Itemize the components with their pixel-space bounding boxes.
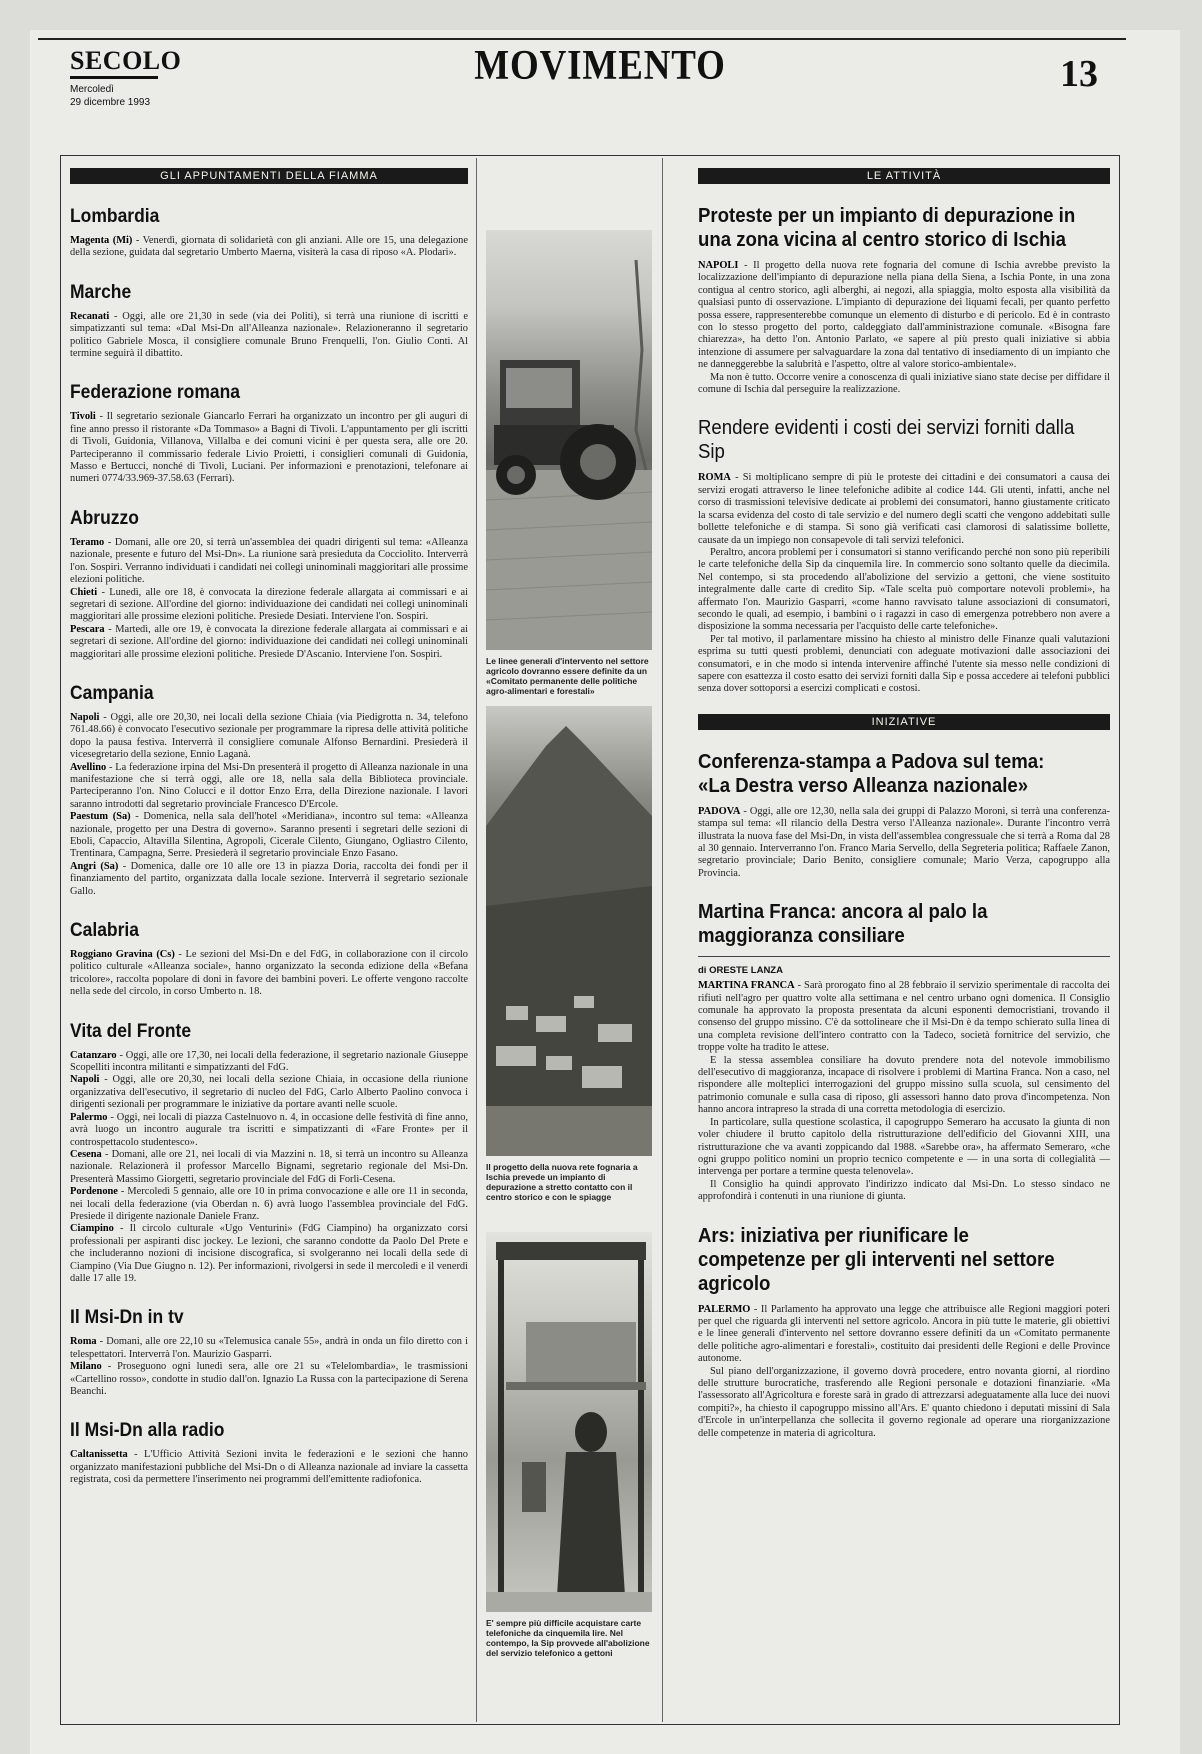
appointment-entry: Napoli - Oggi, alle ore 20,30, nei locali della sezione Chiaia, in occasione della riunione organizzativa dell'esecutivo, il segretario di nucleo del FdG, Carlo Alberto Paolino convoca i dirigenti sezionali per programmare le iniziative da portare avanti nelle scuole.: [70, 1074, 468, 1111]
appointment-entry: Angri (Sa) - Domenica, dalle ore 10 alle ore 13 in piazza Doria, raccolta dei fondi per il finanziamento del partito, organizzata dalla locale sezione. Interverrà il segretario sezionale Gallo.: [70, 860, 468, 897]
article-paragraph: PADOVA - Oggi, alle ore 12,30, nella sala dei gruppi di Palazzo Moroni, si terrà una conferenza-stampa sul tema: «Il rilancio della Destra verso l'Alleanza nazionale». Durante l'incontro verrà illustrata la nuova fase del Msi-Dn, in vista dell'assemblea congressuale che si terrà a Roma dal 28 al 30 gennaio. Interverranno l'on. Franco Maria Servello, della Segreteria politica; Raffaele Zanon, segretario provinciale; Dario Benito, consigliere comunale; Mario Verza, capogruppo alla Provincia.: [698, 805, 1110, 879]
initiatives-articles: [698, 750, 1110, 1440]
place-name: Roggiano Gravina (Cs): [70, 949, 175, 961]
article-paragraph: E la stessa assemblea consiliare ha dovuto prendere nota del notevole immobilismo dell'esecutivo di maggioranza, incapace di risolvere i problemi di Martina Franca. Non a caso, nel rispondere alle molteplici interrogazioni del gruppo missino sulla scuola, sul censimento del patrimonio comunale e sulla casa di riposo, gli assessori hanno dato prova d'incompetenza. Non hanno ancora intrapreso la strada di una corretta metodologia di esercizio.: [698, 1054, 1110, 1116]
place-name: Palermo: [70, 1111, 108, 1123]
place-name: Magenta (Mi): [70, 235, 133, 246]
column-divider: [662, 158, 663, 1722]
appointment-entry: Magenta (Mi) - Venerdì, giornata di solidarietà con gli anziani. Alle ore 15, una delegazione della sezione, guidata dal segretario Umberto Maerna, visiterà la casa di riposo «A. Plodari».: [70, 235, 468, 259]
tractor-photo: [486, 230, 652, 650]
initiatives-banner: INIZIATIVE: [698, 714, 1110, 730]
place-name: Recanati: [70, 310, 110, 322]
newspaper-name-underline: [70, 76, 158, 79]
phone-booth-photo: [486, 1232, 652, 1612]
place-name: Caltanissetta: [70, 1449, 128, 1461]
region-heading: Lombardia: [70, 206, 160, 227]
activities-banner: LE ATTIVITÀ: [698, 168, 1110, 184]
masthead-rule: [38, 38, 1126, 40]
region-heading: Il Msi-Dn alla radio: [70, 1420, 225, 1442]
place-name: PADOVA: [698, 805, 741, 817]
region-heading: Marche: [70, 281, 132, 303]
appointments-column: [64, 158, 474, 1722]
article-headline: Proteste per un impianto di depurazione in una zona vicina al centro storico di Ischia: [698, 205, 1076, 251]
place-name: Pescara: [70, 623, 105, 635]
page-number: 13: [1060, 53, 1098, 95]
issue-date: 29 dicembre 1993: [70, 97, 151, 108]
article-paragraph: Sul piano dell'organizzazione, il governo dovrà procedere, entro novanta giorni, al riordino delle strutture burocratiche, trasferendo alle Regioni personale e dotazioni finanziarie. «Ma l'assessorato all'Agricoltura e foreste sarà in grado di attrezzarsi adeguatamente alla luce dei nuovi compiti?», ha chiesto il capogruppo missino all'Ars. E' quanto chiedono i deputati missini di Sala d'Ercole in un'interpellanza che sollecita il governo regionale ad operare una riorganizzazione delle competenze in materia di agricoltura.: [698, 1365, 1110, 1439]
place-name: Cesena: [70, 1148, 102, 1160]
issue-day: Mercoledì: [70, 84, 114, 95]
place-name: Napoli: [70, 1074, 100, 1086]
appointment-entry: Ciampino - Il circolo culturale «Ugo Venturini» (FdG Ciampino) ha organizzato corsi professionali per aspiranti disc jockey. Le lezioni, che saranno condotte da Paolo Del Prete e che includeranno nozioni di incisione discografica, si svolgeranno nei locali della sede di Ciampino (Via Due Giugno n. 12). Per informazioni, rivolgersi in sede il mercoledì e il venerdì dalle 17 alle 19.: [70, 1223, 468, 1284]
appointments-list: [70, 206, 468, 1487]
appointment-entry: Palermo - Oggi, nei locali di piazza Castelnuovo n. 4, in occasione delle festività di fine anno, avrà luogo un incontro augurale tra iscritti e simpatizzanti di «Fare Fronte» per il controspettacolo studentesco».: [70, 1111, 468, 1148]
article-paragraph: NAPOLI - Il progetto della nuova rete fognaria del comune di Ischia avrebbe previsto la localizzazione dell'impianto di depurazione nella piana della Siena, a Ischia Ponte, in una zona contigua al centro storico, agli alberghi, ai negozi, alla spiaggia, molto esposta alla visibilità da qualsiasi punto di osservazione. L'impianto di depurazione dei liquami fecali, per quanto perfetto possa essere, rappresenterebbe comunque un elemento di disturbo e di pericolo. Ed è in contrasto con lo stesso progetto del porto, caldeggiato dall'amministrazione comunale. «Bisogna fare chiarezza», ha detto l'on. Antonio Parlato, «e sapere al più presto quali iniziative si abbia intenzione di assumere per salvaguardare la zona dal tentativo di insediamento di un impianto che ne danneggerebbe la salubrità e l'aspetto, oltre al valore storico-ambientale».: [698, 260, 1110, 371]
appointment-entry: Chieti - Lunedì, alle ore 18, è convocata la direzione federale allargata ai commissari e ai segretari di sezione. All'ordine del giorno: individuazione dei candidati nei collegi uninominali maggioritari alle prossime elezioni politiche. Presiede Desiati. Interviene l'on. Sospiri.: [70, 586, 468, 623]
appointment-entry: Recanati - Oggi, alle ore 21,30 in sede (via dei Politi), si terrà una riunione di iscritti e simpatizzanti sul tema: «Dal Msi-Dn all'Alleanza nazionale». Relazioneranno il segretario politico Gabriele Mosca, il consigliere comunale Bruno Frenquelli, l'on. Giulio Conti. Al termine seguirà il dibattito.: [70, 310, 468, 360]
column-divider: [476, 158, 477, 1722]
article-headline: Ars: iniziativa per riunificare le competenze per gli interventi nel settore agricolo: [698, 1224, 1055, 1295]
place-name: Angri (Sa): [70, 860, 119, 872]
article-headline: Martina Franca: ancora al palo la maggioranza consiliare: [698, 901, 988, 948]
appointment-entry: Napoli - Oggi, alle ore 20,30, nei locali della sezione Chiaia (via Piedigrotta n. 34, telefono 761.48.66) è convocato l'esecutivo sezionale per programmare la ripresa delle attività politiche dopo la pausa festiva. Interverrà il consigliere comunale Alfonso Bernardini. Presiederà il vicesegretario della sezione, Ennio Laganà.: [70, 711, 468, 761]
article-headline: Conferenza-stampa a Padova sul tema: «La Destra verso Alleanza nazionale»: [698, 750, 1045, 797]
tractor-icon: [486, 230, 652, 650]
appointment-entry: Pescara - Martedì, alle ore 19, è convocata la direzione federale allargata ai commissari e ai segretari di sezione. All'ordine del giorno: individuazione dei candidati nei collegi uninominali maggioritari alle prossime elezioni politiche. Presiede D'Ascanio. Interviene l'on. Sospiri.: [70, 623, 468, 660]
article-paragraph: Per tal motivo, il parlamentare missino ha chiesto al ministro delle Finanze quali valutazioni esprima su tutti questi problemi, denunciati con adeguate motivazioni dalle associazioni dei consumatori, e in che modo si intenda intervenire affinché l'utente sia messo nelle condizioni di sapere con esattezza il costo esatto dei servizi forniti dalla Sip e possa accedere ai telefoni pubblici senza dover sottoporsi a esercizi complicati e costosi.: [698, 633, 1110, 695]
newspaper-name: SECOLO: [70, 46, 182, 75]
section-title: MOVIMENTO: [474, 43, 726, 89]
region-heading: Abruzzo: [70, 507, 139, 529]
appointments-banner: GLI APPUNTAMENTI DELLA FIAMMA: [70, 168, 468, 184]
region-heading: Calabria: [70, 920, 139, 942]
place-name: Ciampino: [70, 1223, 114, 1235]
photo-column: [480, 158, 658, 1722]
appointment-entry: Avellino - La federazione irpina del Msi-Dn presenterà il progetto di Alleanza nazionale in una manifestazione che si terrà oggi, alle ore 18, nella sala della Biblioteca provinciale. Parteciperanno l'on. Nino Colucci e il dottor Enzo Erra, della Direzione nazionale. I lavori saranno introdotti dal segretario provinciale Francesco D'Ercole.: [70, 761, 468, 810]
article-paragraph: In particolare, sulla questione scolastica, il capogruppo Semeraro ha accusato la giunta di non voler chiudere il brutto capitolo della ristrutturazione dell'edificio del Giovanni XIII, una ristrutturazione che va avanti zoppicando dal 1988. «Sarebbe ora», ha affermato Semeraro, «che ogni gruppo politico nomini un proprio tecnico competente e — in una sorta di collegialità — intervenga per portare a termine questa telenovela».: [698, 1116, 1110, 1178]
place-name: Teramo: [70, 536, 105, 548]
article-paragraph: Ma non è tutto. Occorre venire a conoscenza di quali iniziative siano state decise per diffidare il comune di Ischia dal perseguire la realizzazione.: [698, 371, 1110, 396]
place-name: Chieti: [70, 586, 98, 598]
appointment-entry: Milano - Proseguono ogni lunedì sera, alle ore 21 su «Telelombardia», le trasmissioni «Cartellino rosso», condotte in studio dall'on. Ignazio La Russa con la partecipazione di Serena Beanchi.: [70, 1361, 468, 1397]
region-heading: Vita del Fronte: [70, 1020, 192, 1042]
place-name: Paestum (Sa): [70, 811, 131, 823]
article-headline: Rendere evidenti i costi dei servizi forniti dalla Sip: [698, 417, 1075, 464]
place-name: Roma: [70, 1336, 97, 1348]
place-name: NAPOLI: [698, 260, 739, 271]
place-name: Avellino: [70, 761, 107, 773]
appointment-entry: Roggiano Gravina (Cs) - Le sezioni del Msi-Dn e del FdG, in collaborazione con il circolo politico culturale «Alleanza sociale», hanno organizzato la seconda edizione della «Befana tricolore», raccolta popolare di doni in favore dei bambini poveri. Le offerte vengono raccolte nella sede del circolo, in corso Umberto n. 18.: [70, 949, 468, 998]
region-heading: Il Msi-Dn in tv: [70, 1307, 184, 1329]
appointment-entry: Roma - Domani, alle ore 22,10 su «Telemusica canale 55», andrà in onda un filo diretto con i telespettatori. Interverrà l'on. Maurizio Gasparri.: [70, 1336, 468, 1360]
activities-articles: [698, 204, 1110, 696]
phone-booth-icon: [486, 1232, 652, 1612]
article-byline: di ORESTE LANZA: [698, 956, 1110, 976]
appointment-entry: Cesena - Domani, alle ore 21, nei locali di via Mazzini n. 18, si terrà un incontro su Alleanza nazionale. Relazionerà il professor Marcello Bignami, segretario regionale del Msi-Dn. Presenterà Massimo Giorgetti, segretario provinciale del FdG di Forlì-Cesena.: [70, 1148, 468, 1185]
appointment-entry: Paestum (Sa) - Domenica, nella sala dell'hotel «Meridiana», incontro sul tema: «Alleanza nazionale, progetto per una Destra di governo». Saranno presenti i segretari delle sezioni di Eboli, Capaccio, Altavilla Silentina, Agropoli, Cicerale Cilento, Giungano, Ogliastro Cilento, Trentinara, Campagna, Serre. Presiederà il segretario provinciale Enzo Fasano.: [70, 811, 468, 860]
appointment-entry: Caltanissetta - L'Ufficio Attività Sezioni invita le federazioni e le sezioni che hanno organizzato manifestazioni pubbliche del Msi-Dn o di Alleanza nazionale ad inviare la cassetta registrata, così da permettere l'inserimento nei programmi dell'emittente radiofonica.: [70, 1449, 468, 1486]
appointment-entry: Pordenone - Mercoledì 5 gennaio, alle ore 10 in prima convocazione e alle ore 11 in seconda, nei locali della federazione (via Oberdan n. 6) avrà luogo l'assemblea provinciale del FdG. Presiede il dirigente nazionale Daniele Franz.: [70, 1186, 468, 1222]
tractor-photo-caption: Le linee generali d'intervento nel settore agricolo dovranno essere definite da un «Comitato permanente delle politiche agro-alimentari e forestali»: [486, 656, 649, 696]
place-name: Milano: [70, 1361, 102, 1373]
region-heading: Campania: [70, 682, 154, 704]
hillside-town-icon: [486, 706, 652, 1156]
activities-column: [694, 158, 1114, 1722]
place-name: PALERMO: [698, 1303, 751, 1315]
phone-booth-photo-caption: E' sempre più difficile acquistare carte telefoniche da cinquemila lire. Nel contempo, la Sip provvede all'abolizione del servizio telefonico a gettoni: [486, 1618, 650, 1658]
article-paragraph: Peraltro, ancora problemi per i consumatori si stanno verificando perché non sono più reperibili le carte telefoniche della Sip da cinquemila lire. In commercio sono soltanto quelle da diecimila. Nel contempo, si sta procedendo all'abolizione del servizio a gettoni, che viene sostituito integralmente dalle carte di credito Sip. «Tale scelta può comportare notevoli problemi», ha affermato l'on. Maurizio Gasparri, «come hanno ravvisato talune associazioni di consumatori, secondo le quali, ad esempio, i bambini o i ragazzi in caso di emergenza potrebbero non avere a disposizione la somma necessaria per l'acquisto delle carte telefoniche».: [698, 546, 1110, 633]
article-paragraph: PALERMO - Il Parlamento ha approvato una legge che attribuisce alle Regioni maggiori poteri per quel che riguarda gli interventi nel settore agricolo. Ancora in più tutte le materie, gli obiettivi e le linee generali d'intervento nel settore dovranno essere definiti da un «Comitato permanente delle politiche agro-alimentari e forestali», costituito dai presidenti delle Regioni e delle Province autonome.: [698, 1303, 1110, 1365]
place-name: Tivoli: [70, 411, 96, 423]
place-name: Catanzaro: [70, 1049, 117, 1061]
article-paragraph: Il Consiglio ha quindi approvato l'indirizzo indicato dal Msi-Dn. Lo stesso sindaco ne approfondirà i contenuti in una riunione di giunta.: [698, 1178, 1110, 1203]
appointment-entry: Catanzaro - Oggi, alle ore 17,30, nei locali della federazione, il segretario nazionale Giuseppe Scopelliti incontra militanti e simpatizzanti del FdG.: [70, 1049, 468, 1074]
appointment-entry: Tivoli - Il segretario sezionale Giancarlo Ferrari ha organizzato un incontro per gli auguri di fine anno presso il ristorante «Da Tommaso» a Bagni di Tivoli. L'appuntamento per gli iscritti di Tivoli, Guidonia, Villanova, Villalba e dei comuni vicini è per questa sera, alle ore 20. Parteciperanno il commissario federale Livio Proietti, i consiglieri comunali di Guidonia, Masso e Bertucci, nonché di Tivoli, Luciani. Per informazioni e prenotazioni, telefonare ai numeri 0774/33.969-37.58.63 (Ferrari).: [70, 411, 468, 485]
article-paragraph: ROMA - Si moltiplicano sempre di più le proteste dei cittadini e dei consumatori a causa dei servizi erogati attraverso le linee telefoniche adibite al codice 144. Gli utenti, infatti, anche nel corso di trasmissioni televisive dedicate ai problemi dei consumatori, hanno giustamente criticato la scarsa evidenza del costo di tale servizio e del numero degli scatti che vengono addebitati sulle bollette telefoniche e di stampa. Si sono già verificati casi clamorosi di salatissime bollette, causate da un impiego non consapevole di tali servizi telefonici.: [698, 472, 1110, 546]
ischia-photo: [486, 706, 652, 1156]
place-name: Napoli: [70, 711, 100, 723]
appointment-entry: Teramo - Domani, alle ore 20, si terrà un'assemblea dei quadri dirigenti sul tema: «Alleanza nazionale, presente e futuro del Msi-Dn». La riunione sarà presieduta da Cocciolito. Interverrà l'on. Sospiri. Verranno individuati i candidati nei collegi uninominali maggioritari alle prossime elezioni politiche.: [70, 536, 468, 586]
place-name: Pordenone: [70, 1186, 118, 1198]
place-name: ROMA: [698, 472, 731, 484]
place-name: MARTINA FRANCA: [698, 980, 795, 992]
article-paragraph: MARTINA FRANCA - Sarà prorogato fino al 28 febbraio il servizio sperimentale di raccolta dei rifiuti nell'agro per quattro volte alla settimana e nel centro urbano ogni domenica. Il Consiglio comunale ha approvato la proposta presentata da alcuni esponenti democristiani, trovando il consenso del gruppo missino. C'è da sottolineare che il Msi-Dn è da tempo schierato sulla linea di una completa revisione dell'intero contratto con la Tadeco, società fornitrice del servizio, che troppe volte ha tradito le attese.: [698, 980, 1110, 1054]
region-heading: Federazione romana: [70, 382, 240, 404]
ischia-photo-caption: Il progetto della nuova rete fognaria a Ischia prevede un impianto di depurazione a stretto contatto con il centro storico e con le spiagge: [486, 1162, 638, 1202]
